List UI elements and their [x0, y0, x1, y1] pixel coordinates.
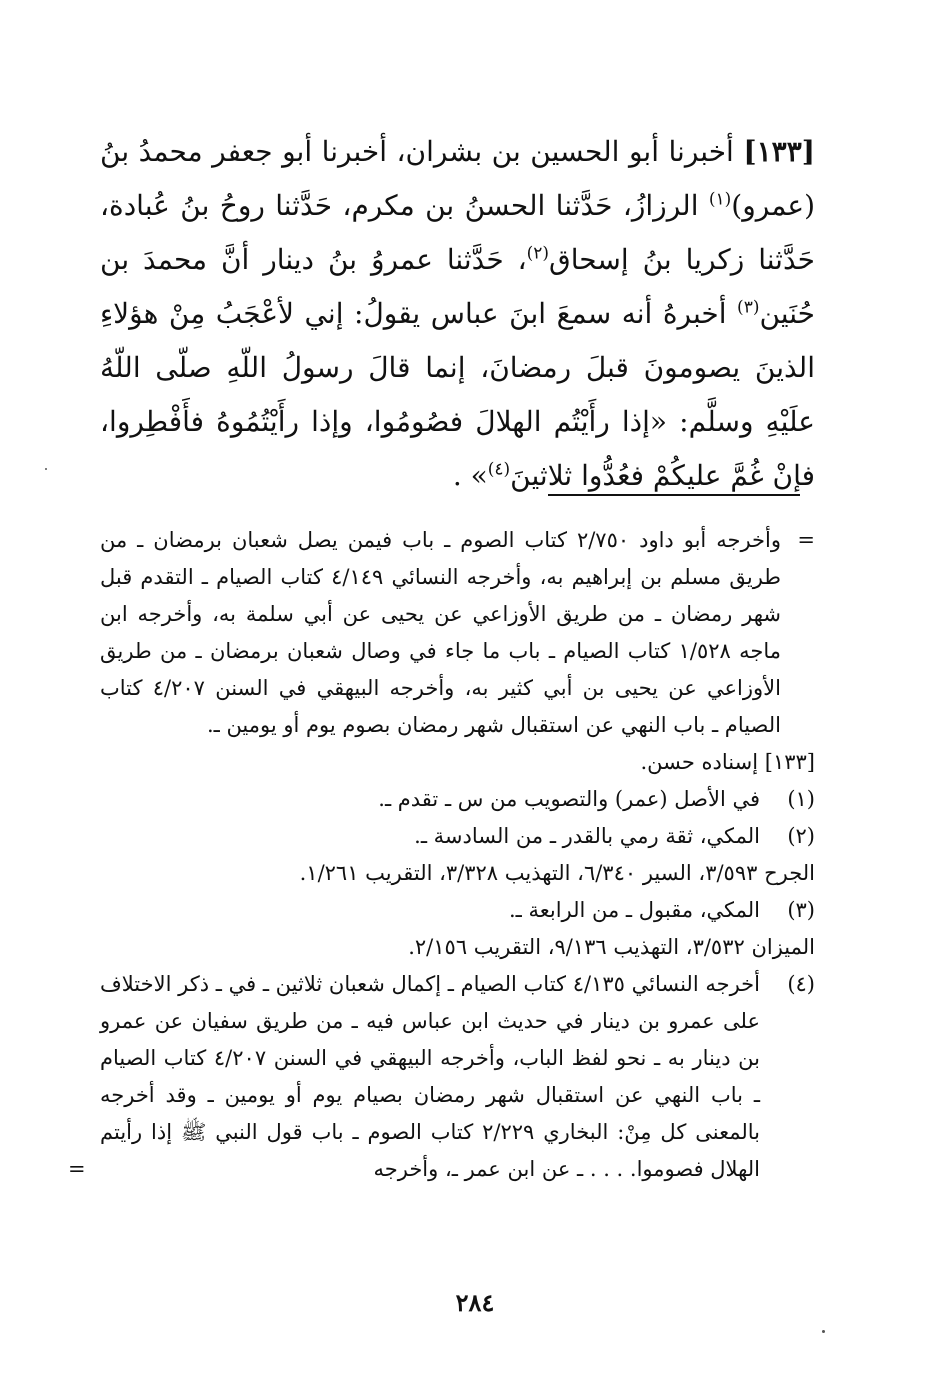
- hadith-text-part: ، حَدَّثنا عمروُ بنُ دينار أنَّ محمدَ بن حُنَين: [100, 243, 815, 330]
- hadith-text-part: » .: [452, 459, 488, 492]
- continuation-mark: =: [797, 528, 815, 552]
- footnote-text: أخرجه النسائي ٤/١٣٥ كتاب الصيام ـ إكمال شعبان ثلاثين ـ في ـ ذكر الاختلاف على عمرو بن دينار في حديث ابن عباس فيه ـ من طريق سفيان عن عمرو بن دينار به ـ نحو لفظ الباب، وأخرجه البيهقي في السنن ٤/٢٠٧ كتاب الصيام ـ باب النهي عن استقبال شهر رمضان بصيام يوم أو يومين ـ وقد أخرجه بالمعنى كل مِنْ: البخاري ٢/٢٢٩ كتاب الصوم ـ باب قول النبي ﷺ إذا رأيتم الهلال فصوموا. . . . ـ عن ابن عمر ـ، وأخرجه: [100, 972, 760, 1181]
- footnote-sources: الجرح ٣/٥٩٣، السير ٦/٣٤٠، التهذيب ٣/٣٢٨، التقريب ١/٢٦١.: [299, 861, 815, 885]
- footnote-text: المكي، مقبول ـ من الرابعة ـ.: [508, 898, 760, 922]
- scan-speck: [45, 468, 47, 470]
- footnote-number: (٢): [787, 824, 815, 848]
- footnote-ref[interactable]: (٤): [487, 459, 511, 480]
- continuation-mark: =: [68, 1157, 86, 1181]
- footnote-number: (٣): [787, 898, 815, 922]
- footnote-ref[interactable]: (٣): [737, 297, 760, 318]
- footnote-number: (٤): [787, 972, 815, 996]
- footnote-2: [100, 818, 815, 855]
- hadith-text-part: أخبرنا أبو الحسين بن بشران، أخبرنا أبو جعفر محمدُ بنُ (عمرو): [100, 135, 816, 222]
- continued-footnote-text: وأخرجه أبو داود ٢/٧٥٠ كتاب الصوم ـ باب فيمن يصل شعبان برمضان ـ من طريق مسلم بن إبراهيم به، وأخرجه النسائي ٤/١٤٩ كتاب الصيام ـ التقدم قبل شهر رمضان ـ من طريق الأوزاعي عن يحيى عن أبي سلمة به، وأخرجه ابن ماجه ١/٥٢٨ كتاب الصيام ـ باب ما جاء في وصال شعبان برمضان ـ من طريق الأوزاعي عن يحيى بن أبي كثير به، وأخرجه البيهقي في السنن ٤/٢٠٧ كتاب الصيام ـ باب النهي عن استقبال شهر رمضان بصوم يوم أو يومين ـ.: [100, 528, 782, 737]
- scan-speck: [822, 1330, 825, 1333]
- footnote-ref[interactable]: (١): [708, 189, 732, 210]
- continued-footnote: [100, 522, 815, 744]
- footnote-text: المكي، ثقة رمي بالقدر ـ من السادسة ـ.: [414, 824, 760, 848]
- footnote-ref[interactable]: (٢): [526, 243, 550, 264]
- hadith-number: [١٣٣]: [743, 135, 815, 168]
- footnote-1: [100, 781, 815, 818]
- footnote-separator: [548, 494, 800, 496]
- hadith-paragraph: [100, 125, 815, 503]
- footnotes-section: [68, 522, 815, 1188]
- hadith-text-part: أخبرهُ أنه سمعَ ابنَ عباس يقولُ: إني لأعْجَبُ مِنْ هؤلاءِ الذينَ يصومونَ قبلَ رمضانَ، إنما قالَ رسولُ اللّهِ صلّى اللّهُ علَيْهِ وسلَّم: «إذا رأَيْتُم الهلالَ فصُومُوا، وإذا رأَيْتُمُوهُ فأَفْطِروا، فإنْ غُمَّ عليكُمْ فعُدُّوا ثلاثينَ: [100, 297, 815, 492]
- page-number: ٢٨٤: [455, 1288, 495, 1317]
- footnote-3: [100, 892, 815, 929]
- isnad-grade: [١٣٣] إسناده حسن.: [640, 750, 815, 774]
- footnote-4: [68, 966, 815, 1188]
- hadith-text-part: الرزازُ، حَدَّثنا الحسنُ بن مكرم، حَدَّثنا روحُ بنُ عُبادة، حَدَّثنا زكريا بنُ إسحاق: [100, 189, 815, 276]
- hadith-text: [100, 125, 815, 503]
- footnote-sources: الميزان ٣/٥٣٢، التهذيب ٩/١٣٦، التقريب ٢/١٥٦.: [408, 935, 815, 959]
- footnote-text: في الأصل (عمر) والتصويب من س ـ تقدم ـ.: [378, 787, 760, 811]
- footnote-number: (١): [787, 787, 815, 811]
